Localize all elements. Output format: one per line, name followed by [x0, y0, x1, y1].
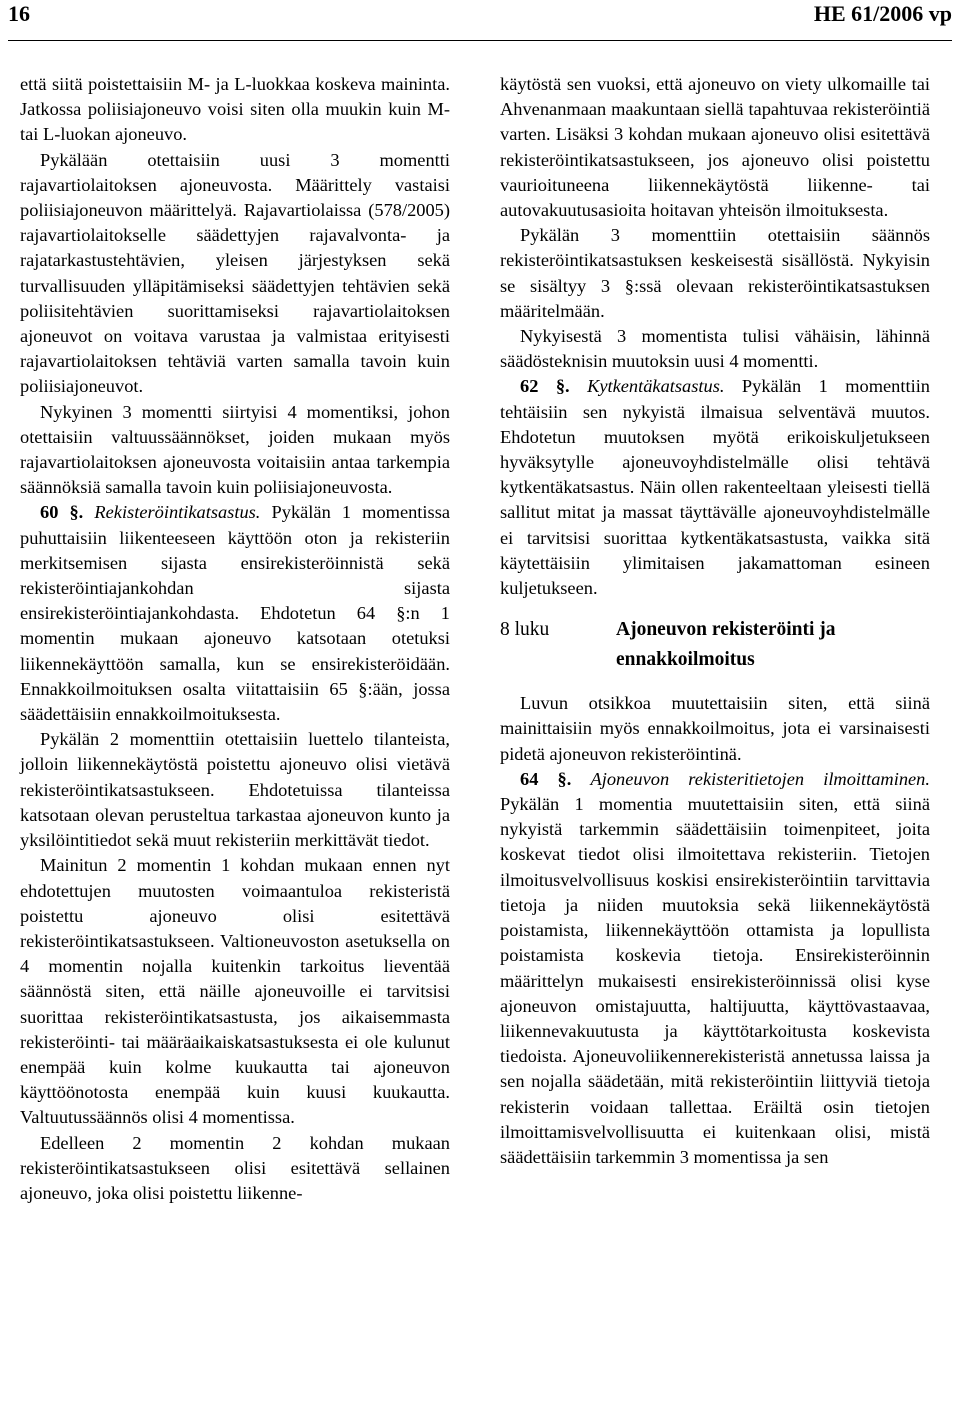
paragraph: Luvun otsikkoa muutettaisiin siten, että siinä mainittaisiin myös ennakkoilmoitus, jota ei varsinaisesti pidetä ajoneuvon rekisteröintinä.: [500, 693, 930, 764]
left-column: [20, 72, 450, 1206]
section-number: 62 §.: [520, 376, 570, 397]
document-code: HE 61/2006 vp: [813, 1, 952, 26]
chapter-title: Ajoneuvon rekisteröinti ja ennakkoilmoitus: [616, 619, 836, 671]
paragraph: Mainitun 2 momentin 1 kohdan mukaan ennen nyt ehdotettujen muutosten voimaantuloa rekisteristä poistettu ajoneuvo olisi esitettävä rekisteröintikatsastukseen. Valtioneuvoston asetuksella on 4 momentin nojalla kuitenkin tarkoitus lieventää säännöstä siten, että näille ajoneuvoille ei tarvitsisi suorittaa rekisteröintikatsastusta, jos aikaisemmasta rekisteröinti- tai määräaikaiskatsastuksesta ei ole kulunut enempää kuin kolme kuukautta tai ajoneuvon käyttöönotosta enempää kuin kuusi kuukautta. Valtuutussäännös olisi 4 momentissa.: [20, 855, 450, 1128]
section-text: Pykälän 1 momentia muutettaisiin siten, että siinä nykyistä tarkemmin säädettäisiin toimenpiteet, joita koskevat tiedot olisi ilmoitettava rekisteriin. Tietojen ilmoitusvelvollisuus koskisi ensirekisteröintiin tarvittavia tietoja ja niiden muutoksia sekä liikennekäytöstä poistamista, liikennekäyttöön ottamista ja lopullista poistamista koskevia tietoja. Ensirekisteröinnin määrittelyn mukaisesti ensirekisteröinnissä olisi kyse ajoneuvon omistajuutta, haltijuutta, käyttövastaavaa, liikennevakuutusta ja käyttötarkoitusta koskevista tiedoista. Ajoneuvoliikennerekisteristä annetussa laissa ja sen nojalla säädetään, mitä rekisteröintiin liittyviä tietoja rekisterin voidaan tallettaa. Eräiltä osin tietojen ilmoittamisvelvollisuutta ei kuitenkaan olisi, mistä säädettäisiin tarkemmin 3 momentissa ja sen: [500, 794, 930, 1167]
chapter-number: 8 luku: [500, 619, 550, 641]
section-text: Pykälän 1 momenttiin tehtäisiin sen nykyistä ilmaisua selventävä muutos. Ehdotetun muutoksen myötä erikoiskuljetukseen hyväksytylle ajoneuvoyhdistelmälle olisi tehtävä kytkentäkatsastus. Näin ollen rakenteeltaan yleisesti tiellä sallitut mitat ja massat täyttävälle ajoneuvoyhdistelmälle ei tarvitsisi suorittaa kytkentäkatsastusta, vaikka sitä käytettäisiin ylimitaisen jakamattoman esineen kuljetukseen.: [500, 376, 931, 599]
paragraph: Pykälään otettaisiin uusi 3 momentti rajavartiolaitoksen ajoneuvosta. Määrittely vastaisi poliisiajoneuvon määrittelyä. Rajavartiolaissa (578/2005) rajavartiolaitokselle säädettyjen rajavalvonta- ja rajatarkastustehtävien, yleisen järjestyksen sekä turvallisuuden ylläpitämiseksi säädettyjen tehtävien sekä poliisitehtävien suorittamiseksi rajavartiolaitoksen ajoneuvot on voitava varustaa ja valmistaa erityisesti rajavartiolaitoksen tehtäviä varten samalla tavoin kuin poliisiajoneuvot.: [20, 149, 450, 397]
section-number: 60 §.: [40, 502, 84, 523]
paragraph: käytöstä sen vuoksi, että ajoneuvo on viety ulkomaille tai Ahvenanmaan maakuntaan siellä tapahtuvaa rekisteröintiä varten. Lisäksi 3 kohdan mukaan ajoneuvo olisi esitettävä rekisteröintikatsastukseen, jos ajoneuvo olisi poistettu vaurioituneena liikennekäytöstä liikenne- tai autovakuutusasioita hoitavan yhteisön ilmoituksesta.: [500, 74, 930, 221]
section-64: [500, 767, 930, 1170]
section-62: [500, 374, 930, 601]
page-number: 16: [8, 1, 30, 26]
section-title: Rekisteröintikatsastus.: [94, 502, 261, 523]
header-rule: [8, 40, 952, 41]
chapter-heading: [500, 615, 930, 675]
section-title: Kytkentäkatsastus.: [587, 376, 725, 397]
section-60: [20, 500, 450, 727]
section-text: Pykälän 1 momentissa puhuttaisiin liikenteeseen käyttöön oton ja rekisteriin merkitsemisen sijasta ensirekisteröinnistä sekä rekisteröintiajankohdan sijasta ensirekisteröintiajankohdasta. Ehdotetun 64 §:n 1 momentin mukaan ajoneuvo katsotaan otetuksi liikennekäyttöön samalla, kun se ensirekisteröidään. Ennakkoilmoituksen osalta viitattaisiin 65 §:ään, jossa säädettäisiin ennakkoilmoituksesta.: [20, 502, 451, 725]
paragraph: Edelleen 2 momentin 2 kohdan mukaan rekisteröintikatsastukseen olisi esitettävä sellainen ajoneuvo, joka olisi poistettu liikenne-: [20, 1132, 450, 1203]
paragraph: Nykyinen 3 momentti siirtyisi 4 momentiksi, johon otettaisiin valtuussäännökset, joiden mukaan myös rajavartiolaitoksen ajoneuvosta voitaisiin antaa tarkempia säännöksiä samalla tavoin kuin poliisiajoneuvosta.: [20, 401, 450, 498]
right-column: [500, 72, 930, 1170]
paragraph: että siitä poistettaisiin M- ja L-luokkaa koskeva maininta. Jatkossa poliisiajoneuvo voisi siten olla muukin kuin M- tai L-luokan ajoneuvo.: [20, 74, 450, 145]
section-title: Ajoneuvon rekisteritietojen ilmoittaminen.: [590, 768, 930, 789]
paragraph: Pykälän 3 momenttiin otettaisiin säännös rekisteröintikatsastuksen keskeisestä sisällöstä. Nykyisin se sisältyy 3 §:ssä olevaan rekisteröintikatsastuksen määritelmään.: [500, 225, 930, 321]
paragraph: Pykälän 2 momenttiin otettaisiin luettelo tilanteista, jolloin liikennekäytöstä poistettu ajoneuvo olisi vietävä rekisteröintikatsastukseen. Ehdotetuissa tilanteissa katsotaan olevan perusteltua tarkastaa ajoneuvon kunto ja yksilöintitiedot sekä muut rekisteriin merkittävät tiedot.: [20, 729, 450, 851]
paragraph: Nykyisestä 3 momentista tulisi vähäisin, lähinnä säädösteknisin muutoksin uusi 4 momentti.: [500, 326, 930, 372]
page-header: [8, 0, 952, 40]
section-number: 64 §.: [520, 768, 572, 789]
